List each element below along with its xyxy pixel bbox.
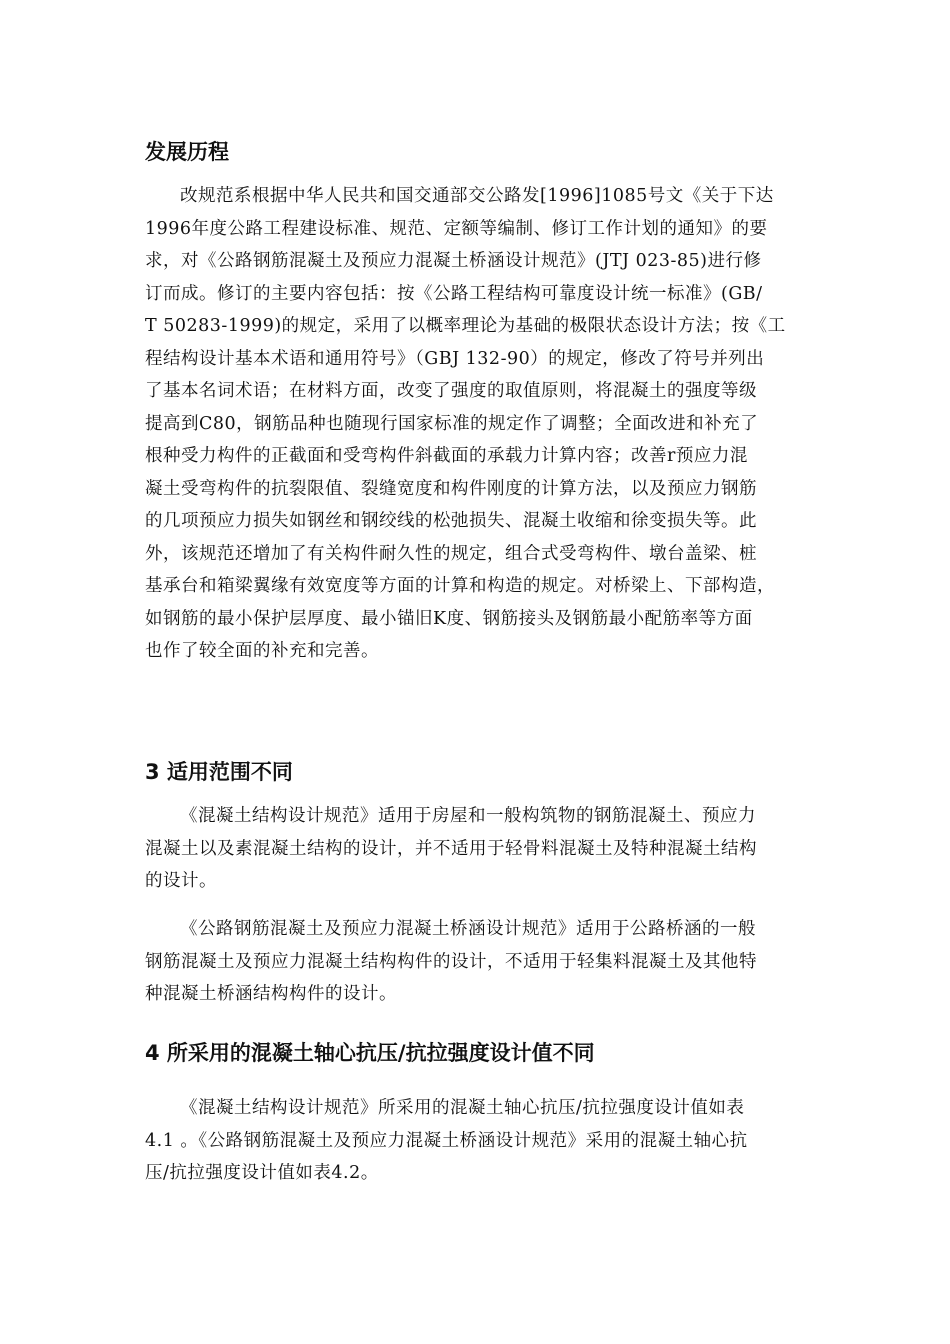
text-line: 如钢筋的最小保护层厚度、最小锚旧K度、钢筋接头及钢筋最小配筋率等方面 [145,608,753,629]
section-heading-3: 3 适用范围不同 [145,760,293,784]
text-line: 《混凝土结构设计规范》所采用的混凝土轴心抗压/抗拉强度设计值如表 [180,1098,745,1118]
text-line: 外，该规范还增加了有关构件耐久性的规定，组合式受弯构件、墩台盖梁、桩 [145,543,757,564]
paragraph-scope-concrete-code [145,800,757,898]
text-line: 提高到C80，钢筋品种也随现行国家标准的规定作了调整；全面改进和补充了 [145,413,759,434]
section-heading-development: 发展历程 [145,140,229,164]
text-line: 的设计。 [145,871,217,891]
paragraph-design-values [145,1092,748,1190]
paragraph-scope-highway-code [145,913,757,1011]
text-line: 4.1 。《公路钢筋混凝土及预应力混凝土桥涵设计规范》采用的混凝土轴心抗 [145,1130,748,1151]
text-line: 《混凝土结构设计规范》适用于房屋和一般构筑物的钢筋混凝土、预应力 [180,806,756,826]
text-line: 的几项预应力损失如钢丝和钢绞线的松弛损失、混凝土收缩和徐变损失等。此 [145,511,757,531]
text-line: 《公路钢筋混凝土及预应力混凝土桥涵设计规范》适用于公路桥涵的一般 [180,919,756,939]
text-line: 求，对《公路钢筋混凝土及预应力混凝土桥涵设计规范》(JTJ 023-85)进行修 [145,251,762,271]
text-line: 1996年度公路工程建设标准、规范、定额等编制、修订工作计划的通知》的要 [145,218,768,239]
text-line: 程结构设计基本术语和通用符号》（GBJ 132-90）的规定，修改了符号并列出 [145,348,765,369]
paragraph-development [145,180,786,668]
text-line: 根种受力构件的正截面和受弯构件斜截面的承载力计算内容；改善r预应力混 [145,446,748,466]
text-line: 订而成。修订的主要内容包括：按《公路工程结构可靠度设计统一标准》(GB/ [145,283,763,304]
text-line: 压/抗拉强度设计值如表4.2。 [145,1163,379,1183]
text-line: 了基本名词术语；在材料方面，改变了强度的取值原则，将混凝土的强度等级 [145,381,757,401]
text-line: 基承台和箱梁翼缘有效宽度等方面的计算和构造的规定。对桥梁上、下部构造， [145,576,775,596]
section-heading-4: 4 所采用的混凝土轴心抗压/抗拉强度设计值不同 [145,1041,595,1065]
text-line: 凝土受弯构件的抗裂限值、裂缝宽度和构件刚度的计算方法，以及预应力钢筋 [145,478,757,499]
text-line: 混凝土以及素混凝土结构的设计，并不适用于轻骨料混凝土及特种混凝土结构 [145,838,757,859]
text-line: 种混凝土桥涵结构构件的设计。 [145,984,397,1004]
text-line: 也作了较全面的补充和完善。 [145,641,379,661]
text-line: 钢筋混凝土及预应力混凝土结构构件的设计，不适用于轻集料混凝土及其他特 [145,951,757,972]
text-line: T 50283-1999)的规定，采用了以概率理论为基础的极限状态设计方法；按《工 [145,316,786,336]
text-line: 改规范系根据中华人民共和国交通部交公路发[1996]1085号文《关于下达 [180,186,774,206]
